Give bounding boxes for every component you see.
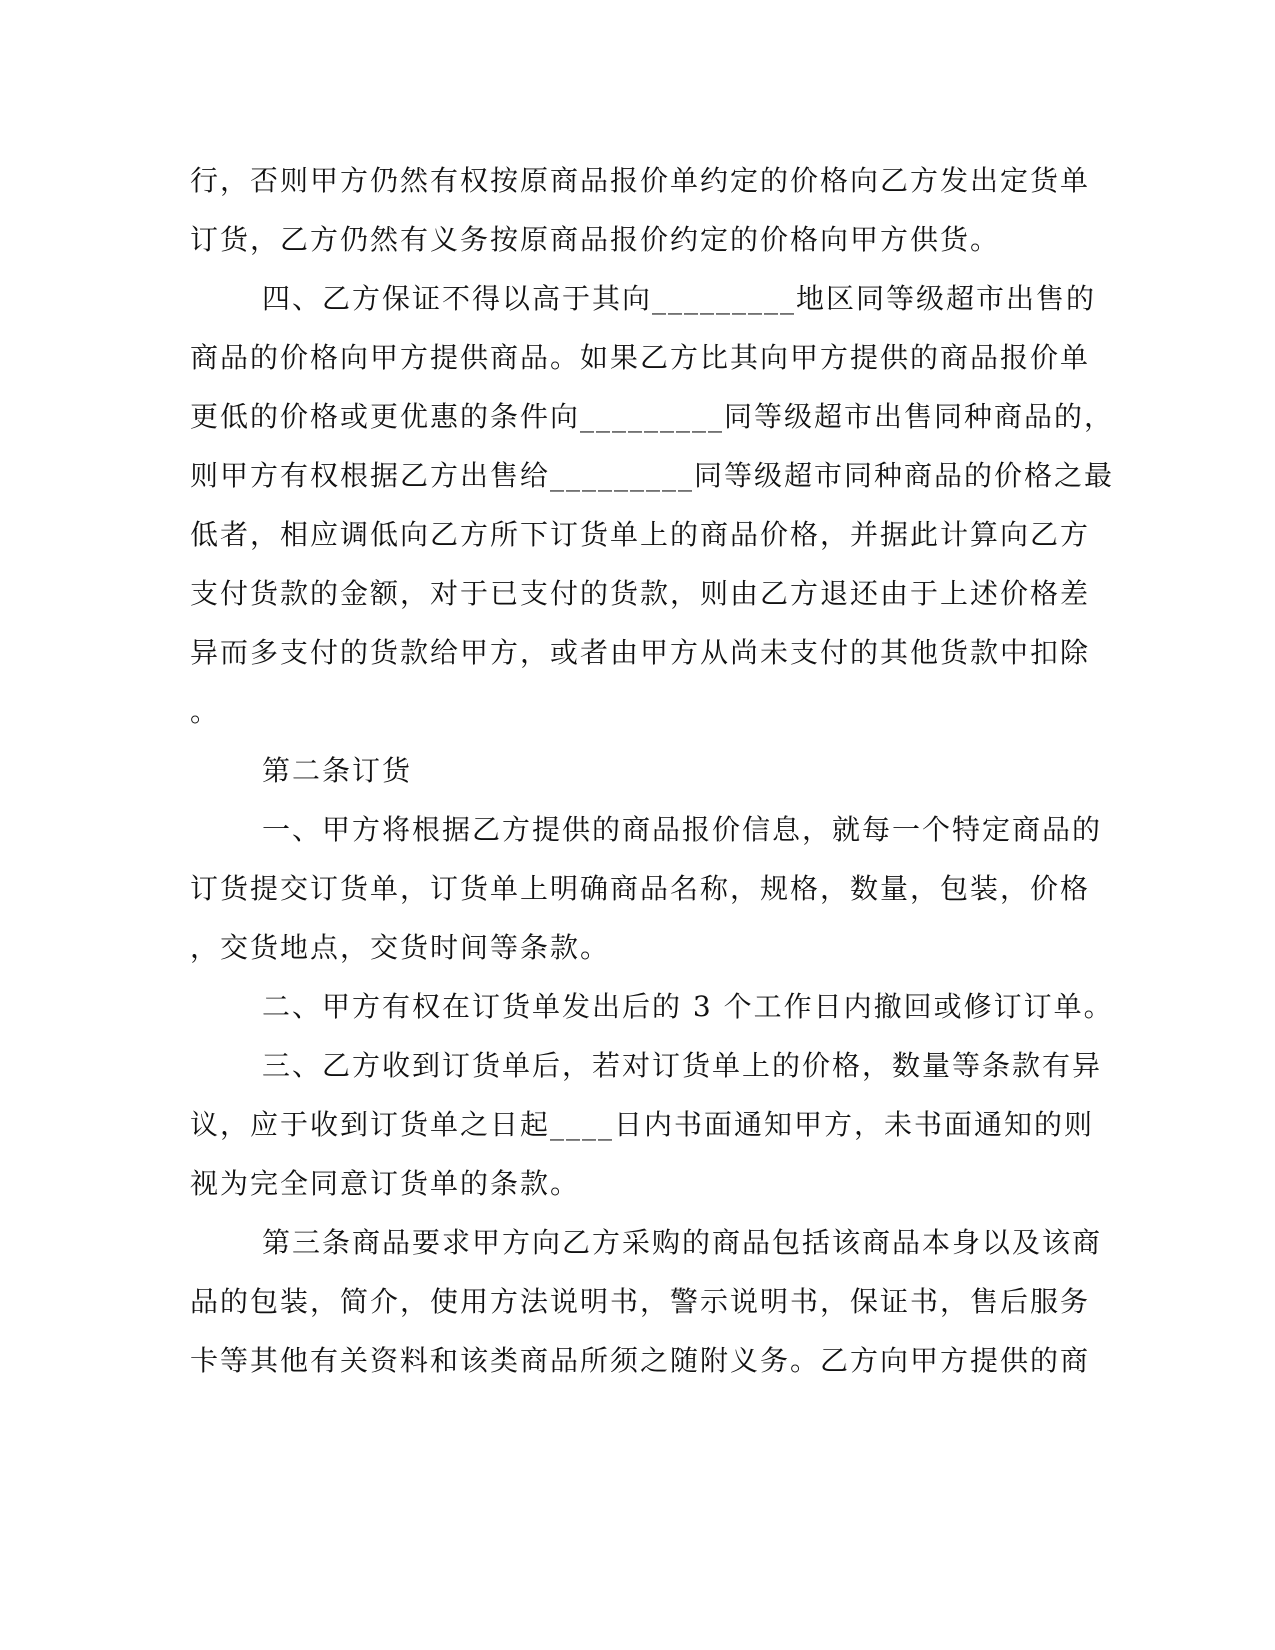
text-line: ，交货地点，交货时间等条款。 [190, 931, 611, 964]
text-line: 卡等其他有关资料和该类商品所须之随附义务。乙方向甲方提供的商 [190, 1344, 1091, 1377]
text-line: 商品的价格向甲方提供商品。如果乙方比其向甲方提供的商品报价单 [190, 341, 1091, 374]
text-line: 。 [190, 695, 221, 728]
text-line: 异而多支付的货款给甲方，或者由甲方从尚未支付的其他货款中扣除 [190, 636, 1091, 669]
text-line: 更低的价格或更优惠的条件向_________同等级超市出售同种商品的， [190, 400, 1115, 433]
text-line: 订货，乙方仍然有义务按原商品报价约定的价格向甲方供货。 [190, 223, 1001, 256]
text-line: 议，应于收到订货单之日起____日内书面通知甲方，未书面通知的则 [190, 1108, 1095, 1141]
text-line: 支付货款的金额，对于已支付的货款，则由乙方退还由于上述价格差 [190, 577, 1091, 610]
text-line: 则甲方有权根据乙方出售给_________同等级超市同种商品的价格之最 [190, 459, 1115, 492]
text-line: 订货提交订货单，订货单上明确商品名称，规格，数量，包装，价格 [190, 872, 1091, 905]
paragraph-two: 二、甲方有权在订货单发出后的 3 个工作日内撤回或修订订单。 [262, 990, 1114, 1023]
text-line: 行，否则甲方仍然有权按原商品报价单约定的价格向乙方发出定货单 [190, 164, 1091, 197]
text-line: 低者，相应调低向乙方所下订货单上的商品价格，并据此计算向乙方 [190, 518, 1091, 551]
paragraph-four-start: 四、乙方保证不得以高于其向_________地区同等级超市出售的 [262, 282, 1097, 315]
section-heading-ordering: 第二条订货 [262, 754, 413, 787]
paragraph-one-start: 一、甲方将根据乙方提供的商品报价信息，就每一个特定商品的 [262, 813, 1103, 846]
paragraph-three-start: 三、乙方收到订货单后，若对订货单上的价格，数量等条款有异 [262, 1049, 1103, 1082]
section-three-start: 第三条商品要求甲方向乙方采购的商品包括该商品本身以及该商 [262, 1226, 1103, 1259]
text-line: 视为完全同意订货单的条款。 [190, 1167, 581, 1200]
text-line: 品的包装，简介，使用方法说明书，警示说明书，保证书，售后服务 [190, 1285, 1091, 1318]
